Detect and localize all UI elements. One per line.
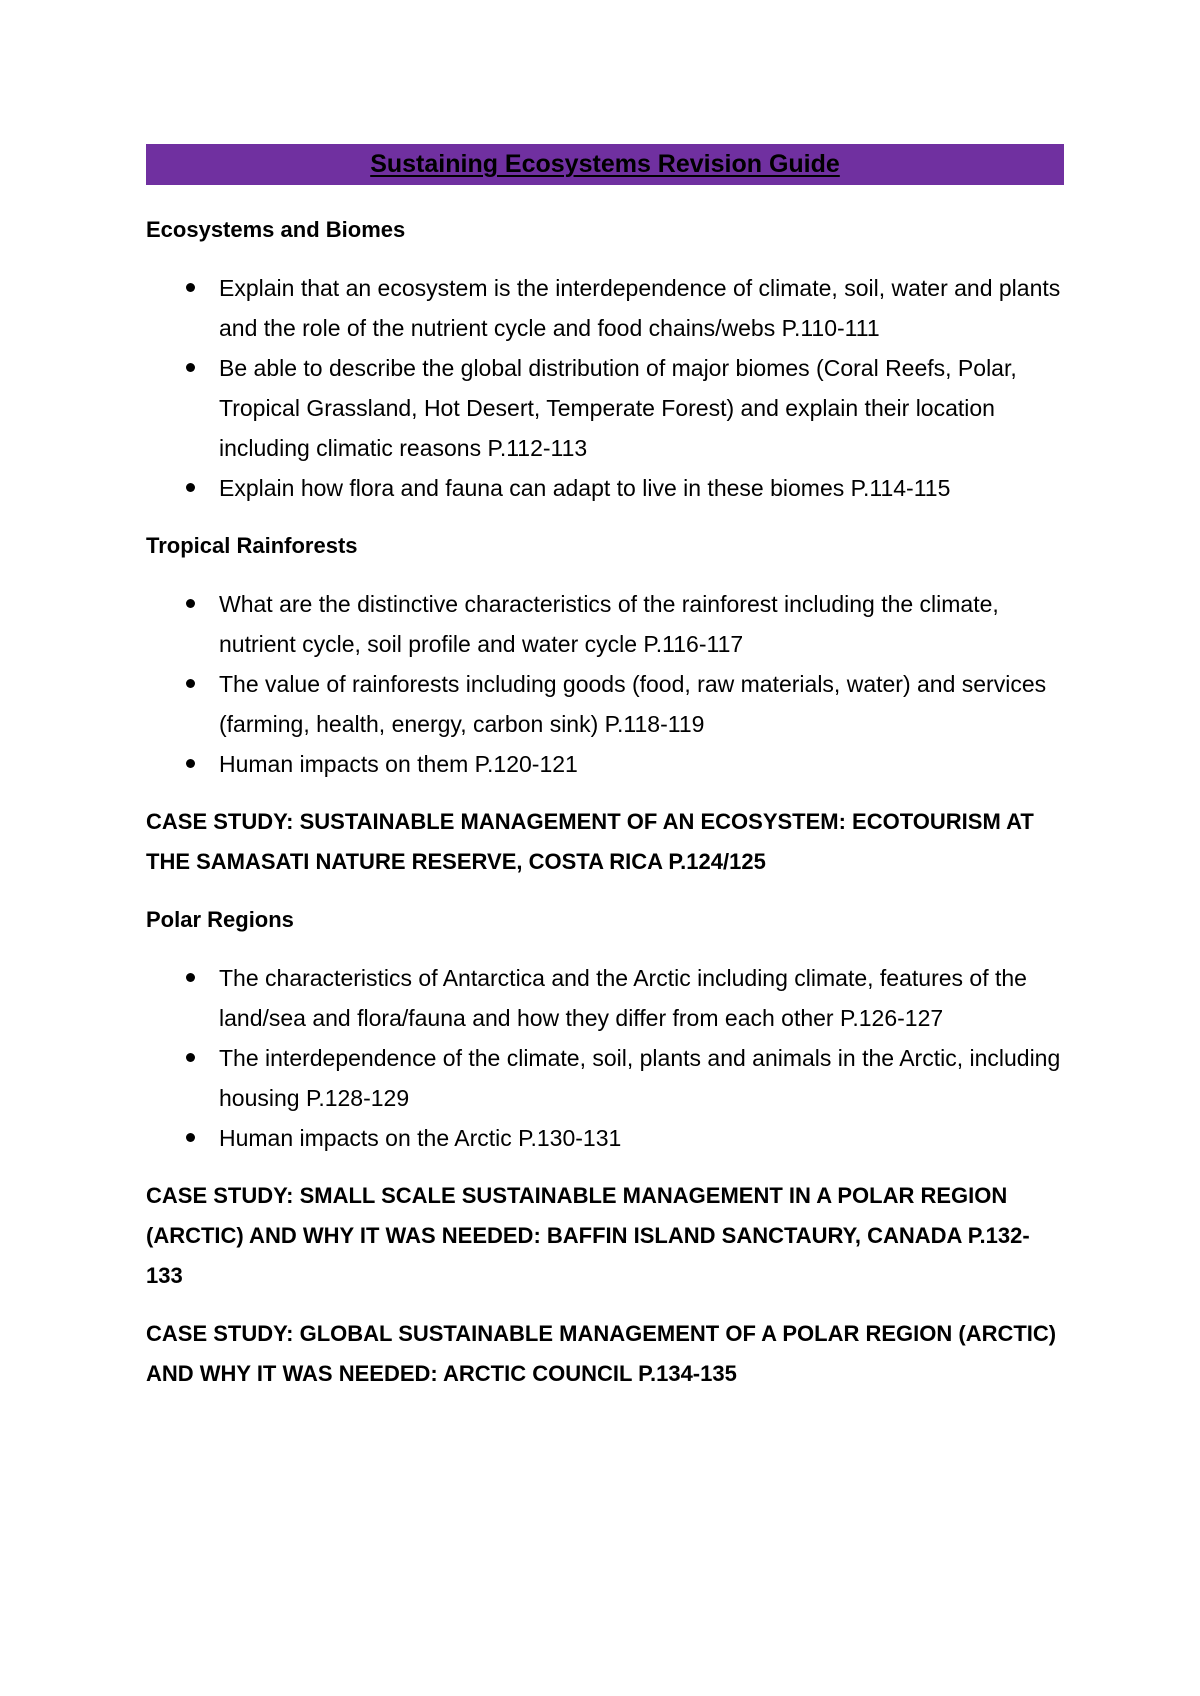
- bullet-icon: [186, 1053, 195, 1062]
- bullet-icon: [186, 973, 195, 982]
- list-item: Explain how flora and fauna can adapt to live in these biomes P.114-115: [146, 468, 1066, 508]
- ecosystems-list: [146, 268, 1066, 508]
- list-item: What are the distinctive characteristics of the rainforest including the climate, nutrient cycle, soil profile and water cycle P.116-117: [146, 584, 1066, 664]
- list-item: Be able to describe the global distribution of major biomes (Coral Reefs, Polar, Tropical Grassland, Hot Desert, Temperate Forest) and explain their location including climatic reasons P.112-113: [146, 348, 1066, 468]
- case-study-baffin-island: CASE STUDY: SMALL SCALE SUSTAINABLE MANAGEMENT IN A POLAR REGION (ARCTIC) AND WHY IT WAS NEEDED: BAFFIN ISLAND SANCTAURY, CANADA P.132-133: [146, 1183, 1030, 1288]
- polar-list: [146, 958, 1066, 1158]
- bullet-icon: [186, 679, 195, 688]
- list-item: The interdependence of the climate, soil, plants and animals in the Arctic, including housing P.128-129: [146, 1038, 1066, 1118]
- bullet-icon: [186, 1133, 195, 1142]
- document-body: [146, 210, 1066, 1412]
- case-study-arctic-council: CASE STUDY: GLOBAL SUSTAINABLE MANAGEMENT OF A POLAR REGION (ARCTIC) AND WHY IT WAS NEEDED: ARCTIC COUNCIL P.134-135: [146, 1321, 1057, 1386]
- list-item: Human impacts on the Arctic P.130-131: [146, 1118, 1066, 1158]
- list-item: The value of rainforests including goods (food, raw materials, water) and services (farming, health, energy, carbon sink) P.118-119: [146, 664, 1066, 744]
- bullet-icon: [186, 599, 195, 608]
- case-study-costa-rica: CASE STUDY: SUSTAINABLE MANAGEMENT OF AN ECOSYSTEM: ECOTOURISM AT THE SAMASATI NATURE RESERVE, COSTA RICA P.124/125: [146, 809, 1034, 874]
- bullet-icon: [186, 363, 195, 372]
- section-heading-polar: Polar Regions: [146, 907, 294, 932]
- list-item: Human impacts on them P.120-121: [146, 744, 1066, 784]
- section-heading-rainforests: Tropical Rainforests: [146, 533, 358, 558]
- list-item: The characteristics of Antarctica and the Arctic including climate, features of the land/sea and flora/fauna and how they differ from each other P.126-127: [146, 958, 1066, 1038]
- bullet-icon: [186, 759, 195, 768]
- section-heading-ecosystems: Ecosystems and Biomes: [146, 217, 406, 242]
- bullet-icon: [186, 483, 195, 492]
- bullet-icon: [186, 283, 195, 292]
- list-item: Explain that an ecosystem is the interdependence of climate, soil, water and plants and the role of the nutrient cycle and food chains/webs P.110-111: [146, 268, 1066, 348]
- document-title: Sustaining Ecosystems Revision Guide: [370, 150, 840, 178]
- rainforests-list: [146, 584, 1066, 784]
- title-banner: [146, 144, 1064, 185]
